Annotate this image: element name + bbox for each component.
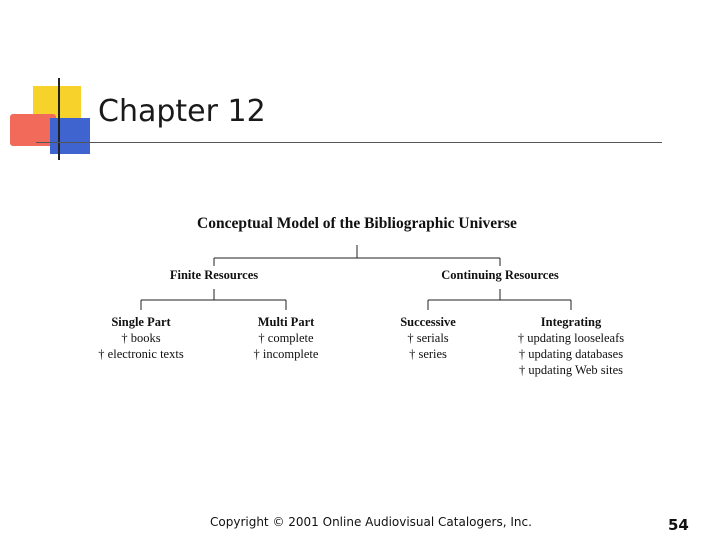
decorative-vertical-rule xyxy=(58,78,60,160)
title-underline-rule xyxy=(36,142,662,143)
item-updating-databases: † updating databases xyxy=(518,347,624,361)
node-successive: Successive xyxy=(400,315,456,329)
slide-title: Chapter 12 xyxy=(98,94,266,129)
page-number: 54 xyxy=(668,516,689,534)
decorative-blue-square xyxy=(50,118,90,154)
item-updating-web-sites: † updating Web sites xyxy=(519,363,623,377)
item-books: † books xyxy=(121,331,161,345)
diagram-heading: Conceptual Model of the Bibliographic Universe xyxy=(197,215,517,232)
bibliographic-universe-tree xyxy=(0,200,720,390)
copyright-footer: Copyright © 2001 Online Audiovisual Catalogers, Inc. xyxy=(210,515,532,529)
item-complete: † complete xyxy=(258,331,314,345)
item-electronic-texts: † electronic texts xyxy=(98,347,184,361)
node-single-part: Single Part xyxy=(111,315,171,329)
item-updating-looseleafs: † updating looseleafs xyxy=(517,331,625,345)
item-incomplete: † incomplete xyxy=(253,347,319,361)
item-series: † series xyxy=(409,347,447,361)
node-integrating: Integrating xyxy=(540,315,602,329)
node-finite-resources: Finite Resources xyxy=(169,268,259,282)
node-continuing-resources: Continuing Resources xyxy=(441,268,559,282)
node-multi-part: Multi Part xyxy=(257,315,315,329)
item-serials: † serials xyxy=(407,331,449,345)
